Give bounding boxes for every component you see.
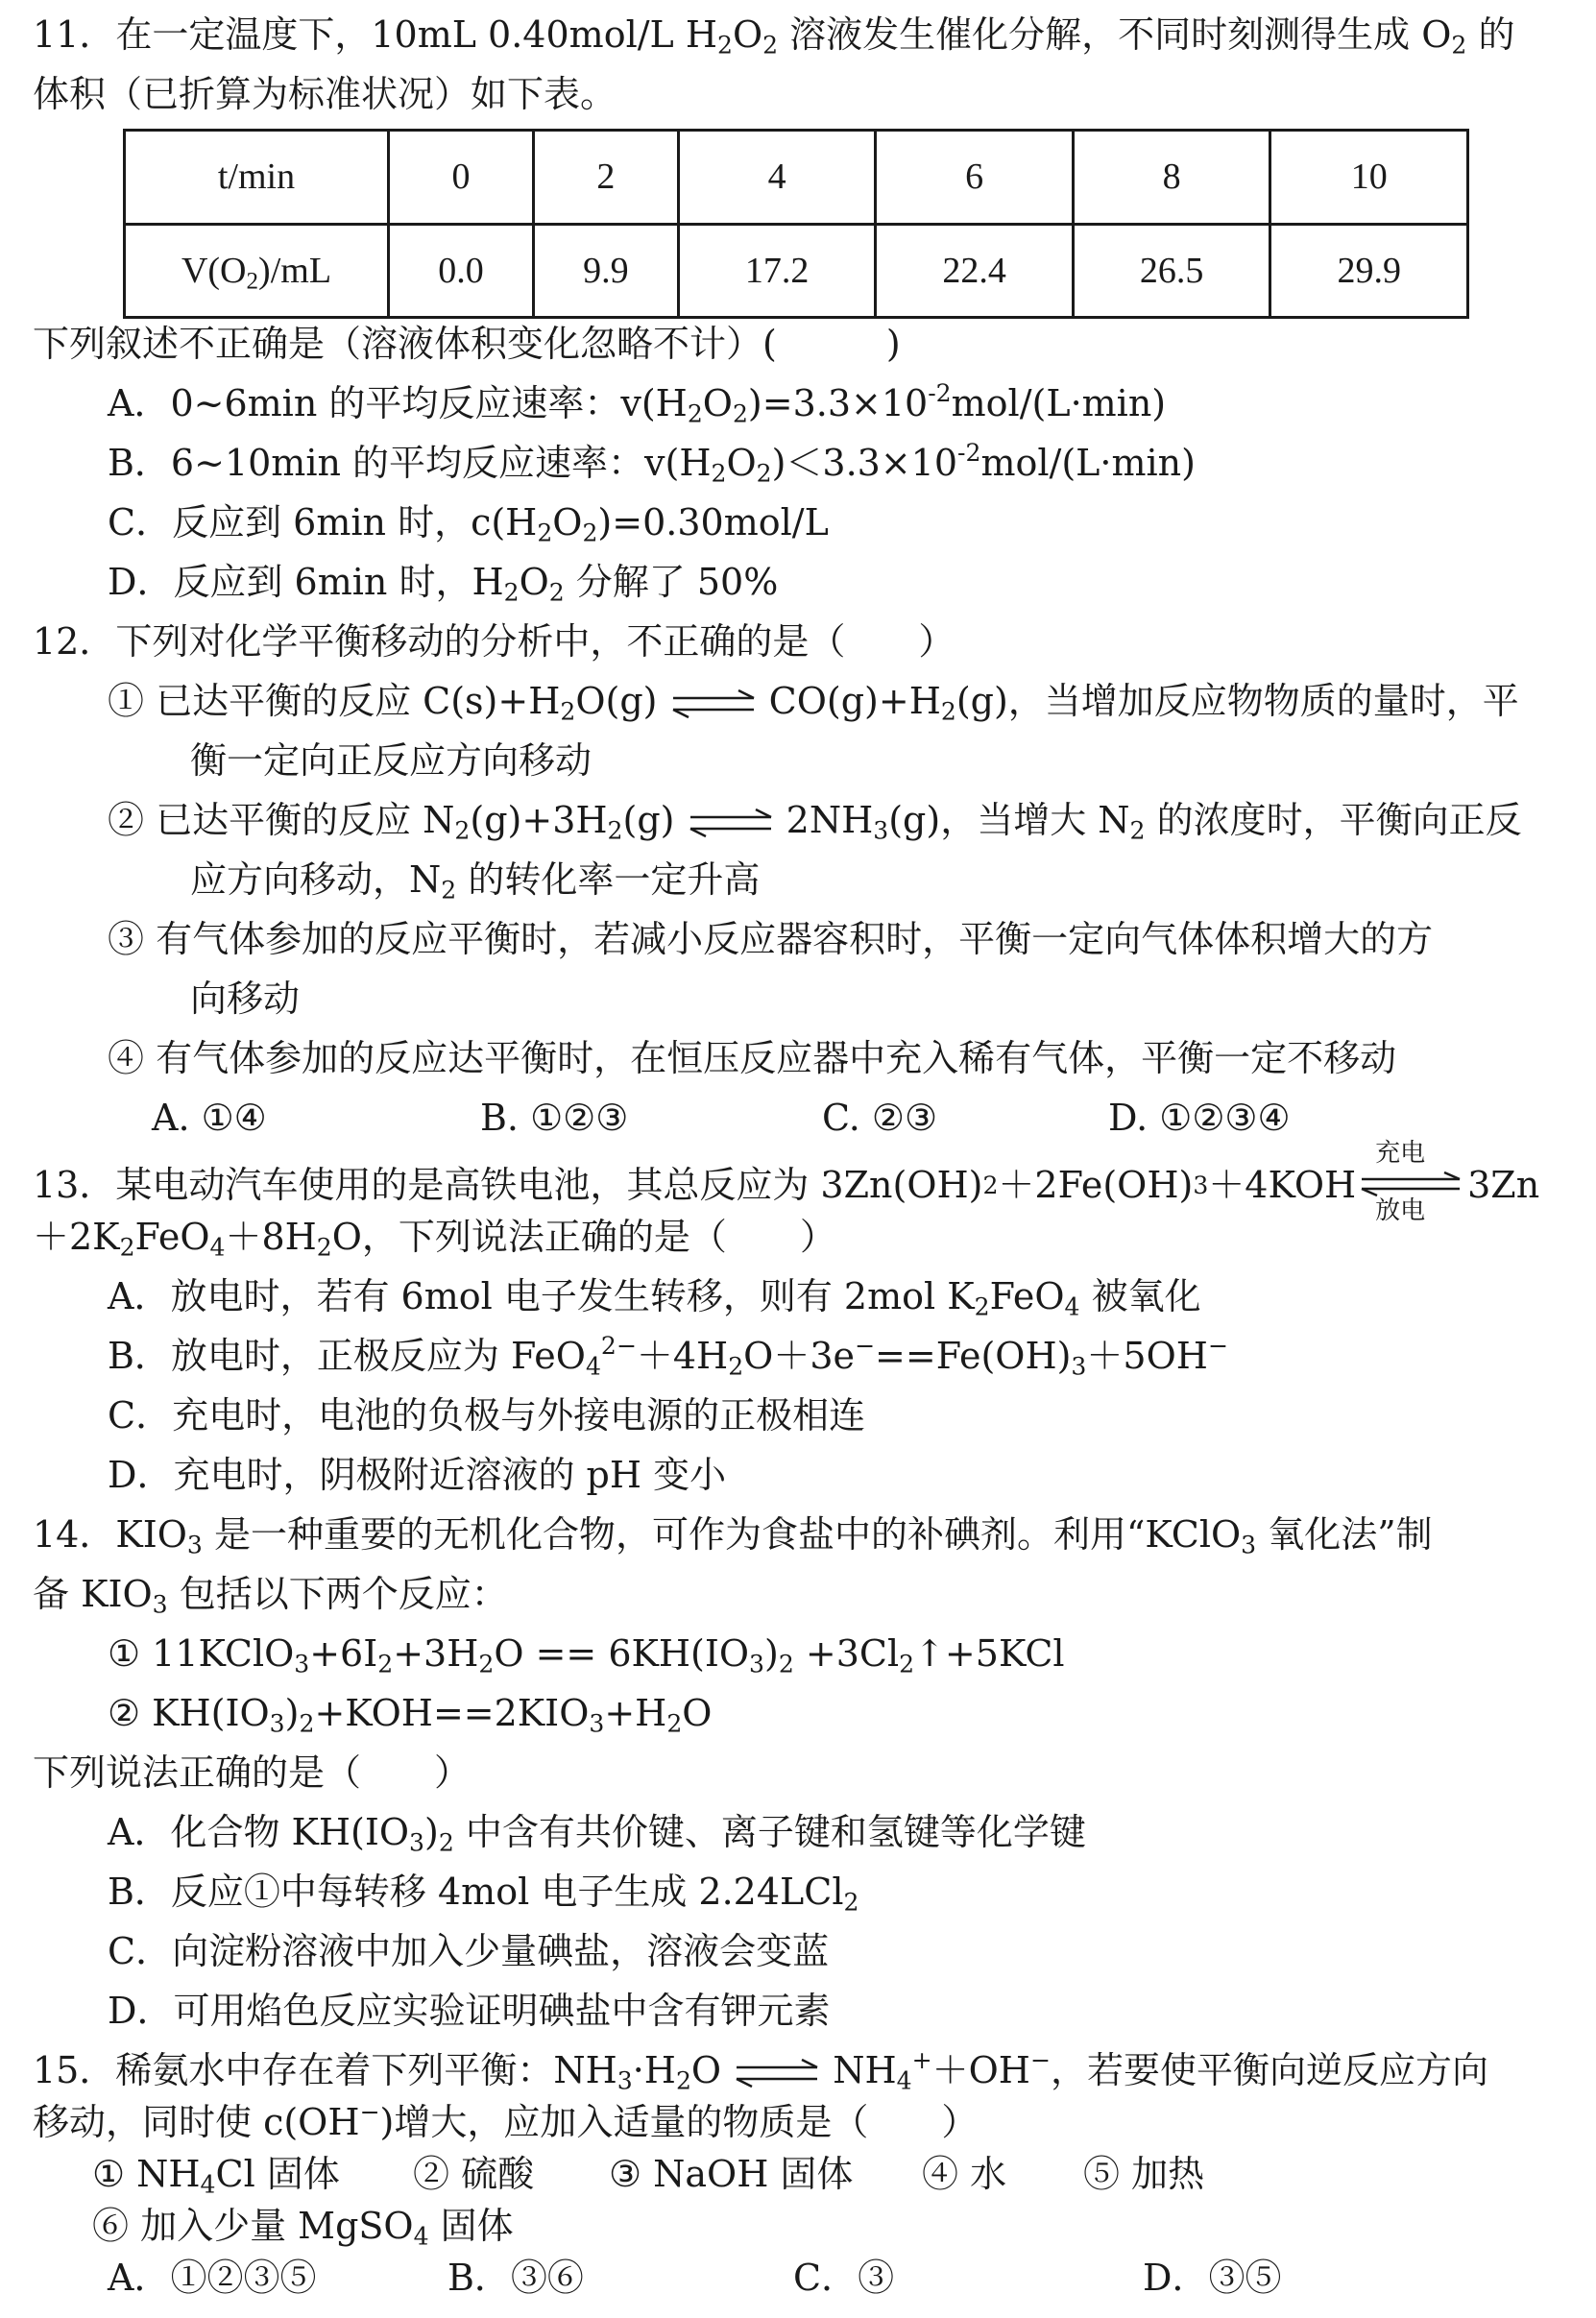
q12-item-3: ③ 有气体参加的反应平衡时，若减小反应器容积时，平衡一定向气体体积增大的方 (108, 918, 1434, 960)
q15-item-2: ② 硫酸 (413, 2153, 535, 2195)
q15-item-4: ④ 水 (922, 2153, 1007, 2195)
q13-option-a[interactable]: A．放电时，若有 6mol 电子发生转移，则有 2mol $K_2FeO_4$ 被氧化 (108, 1275, 1201, 1321)
q14-option-d[interactable]: D．可用焰色反应实验证明碘盐中含有钾元素 (108, 1990, 831, 2032)
q15-choice-b[interactable]: B．③⑥ (447, 2257, 584, 2299)
o2-volume-table (123, 129, 1469, 319)
q12-choice-b[interactable]: B. ①②③ (480, 1097, 629, 1139)
table-cell: 17.2 (678, 224, 876, 318)
q15-stem-line1: 15．稀氨水中存在着下列平衡：$NH_3\cdot H_2O$ $NH_4^++OH^-$，若要使平衡向逆反应方向 (33, 2045, 1488, 2095)
table-cell: 6 (876, 131, 1074, 225)
q11-option-a[interactable]: A．0~6min 的平均反应速率：$v(H_2O_2)=3.3\times 10^{-2}mol/(L\cdot\min)$ (108, 378, 1167, 428)
q12-choice-a[interactable]: A. ①④ (152, 1097, 267, 1139)
q13-option-c[interactable]: C．充电时，电池的负极与外接电源的正极相连 (108, 1394, 866, 1437)
q11-option-c[interactable]: C．反应到 6min 时，$c(H_2O_2)=0.30mol/L$ (108, 501, 829, 547)
table-cell: 22.4 (876, 224, 1074, 318)
q14-reaction-1: ① $11KClO_3+6I_2+3H_2O == 6KH(IO_3)_2$ $+3Cl_2↑+5KCl$ (108, 1632, 1065, 1678)
q14-option-c[interactable]: C．向淀粉溶液中加入少量碘盐，溶液会变蓝 (108, 1930, 830, 1972)
equilibrium-arrow-icon (733, 2058, 821, 2090)
table-cell: 26.5 (1073, 224, 1270, 318)
q12-item-3-cont: 向移动 (190, 978, 301, 1020)
q11-stem-line2: 体积（已折算为标准状况）如下表。 (33, 73, 617, 115)
q14-option-b[interactable]: B．反应①中每转移 4mol 电子生成 2.24LCl$_2$ (108, 1871, 859, 1917)
q14-question: 下列说法正确的是（ ） (33, 1751, 472, 1794)
q13-option-b[interactable]: B．放电时，正极反应为 $FeO_4^{2-}+4H_2O+3e^-==Fe(OH)_3+5OH^-$ (108, 1331, 1228, 1381)
equilibrium-arrow-icon (687, 808, 775, 840)
q12-item-1: ① 已达平衡的反应 $C(s)+H_2O(g)$ $CO(g)+H_2(g)$，当增加反应物物质的量时，平 (108, 680, 1519, 726)
q12-item-1-cont: 衡一定向正反应方向移动 (190, 739, 592, 782)
q15-item-1: ① $NH_4Cl$ 固体 (92, 2153, 340, 2199)
table-cell: 10 (1270, 131, 1468, 225)
q13-stem-line1: 13．某电动汽车使用的是高铁电池，其总反应为 3Zn(OH) 2 ＋2Fe(OH) 3 ＋4KOH 充电 放电 3Zn (33, 1143, 1539, 1229)
q11-option-d[interactable]: D．反应到 6min 时，$H_2O_2$ 分解了 50% (108, 561, 779, 607)
equilibrium-arrow-icon (669, 688, 758, 721)
table-header-volume: $V(O_2)/mL$ (125, 224, 389, 318)
q14-stem-line2: 备 $KIO_3$ 包括以下两个反应： (33, 1573, 508, 1619)
q15-choice-d[interactable]: D．③⑤ (1143, 2257, 1282, 2299)
table-cell: 29.9 (1270, 224, 1468, 318)
q15-choice-c[interactable]: C．③ (793, 2257, 895, 2299)
q12-choice-d[interactable]: D. ①②③④ (1108, 1097, 1291, 1139)
table-cell: 0.0 (389, 224, 534, 318)
q13-stem-line2: $+2K_2FeO_4+8H_2O$，下列说法正确的是（ ） (33, 1216, 836, 1262)
q15-choice-a[interactable]: A．①②③⑤ (108, 2257, 317, 2299)
q11-option-b[interactable]: B．6~10min 的平均反应速率：$v(H_2O_2)<3.3\times 10^{-2}mol/(L\cdot\min)$ (108, 438, 1196, 488)
table-cell: 9.9 (533, 224, 678, 318)
q12-item-2: ② 已达平衡的反应 $N_2(g)+3H_2(g)$ $2NH_3(g)$，当增大 $N_2$ 的浓度时，平衡向正反 (108, 799, 1522, 845)
q15-item-6: ⑥ 加入少量 MgSO$_4$ 固体 (92, 2205, 514, 2251)
q12-choice-c[interactable]: C. ②③ (822, 1097, 938, 1139)
q15-item-3: ③ NaOH 固体 (609, 2153, 854, 2195)
table-row-volume (125, 224, 1468, 318)
q12-stem: 12．下列对化学平衡移动的分析中，不正确的是（ ） (33, 620, 955, 663)
table-cell: 4 (678, 131, 876, 225)
table-row-time (125, 131, 1468, 225)
q12-item-4: ④ 有气体参加的反应达平衡时，在恒压反应器中充入稀有气体，平衡一定不移动 (108, 1037, 1397, 1079)
charge-discharge-arrow-icon: 充电 放电 (1360, 1143, 1463, 1229)
q11-question: 下列叙述不正确是（溶液体积变化忽略不计）( ) (33, 323, 901, 365)
q15-stem-line2: 移动，同时使 c(OH−)增大，应加入适量的物质是（ ） (33, 2097, 979, 2143)
q14-option-a[interactable]: A．化合物 $KH(IO_3)_2$ 中含有共价键、离子键和氢键等化学键 (108, 1811, 1086, 1857)
q14-stem-line1: 14．$KIO_3$ 是一种重要的无机化合物，可作为食盐中的补碘剂。利用“KClO$_3$ 氧化法”制 (33, 1513, 1433, 1559)
table-header-time: t/min (125, 131, 389, 225)
q11-stem-line1: 11．在一定温度下，10mL 0.40mol/L $H_2O_2$ 溶液发生催化分解，不同时刻测得生成 $O_2$ 的 (33, 13, 1515, 60)
q14-reaction-2: ② $KH(IO_3)_2+KOH==2KIO_3+H_2O$ (108, 1692, 713, 1738)
table-cell: 2 (533, 131, 678, 225)
table-cell: 8 (1073, 131, 1270, 225)
table-cell: 0 (389, 131, 534, 225)
q15-item-5: ⑤ 加热 (1083, 2153, 1205, 2195)
q12-item-2-cont: 应方向移动，$N_2$ 的转化率一定升高 (190, 858, 761, 905)
q13-option-d[interactable]: D．充电时，阴极附近溶液的 pH 变小 (108, 1454, 727, 1496)
